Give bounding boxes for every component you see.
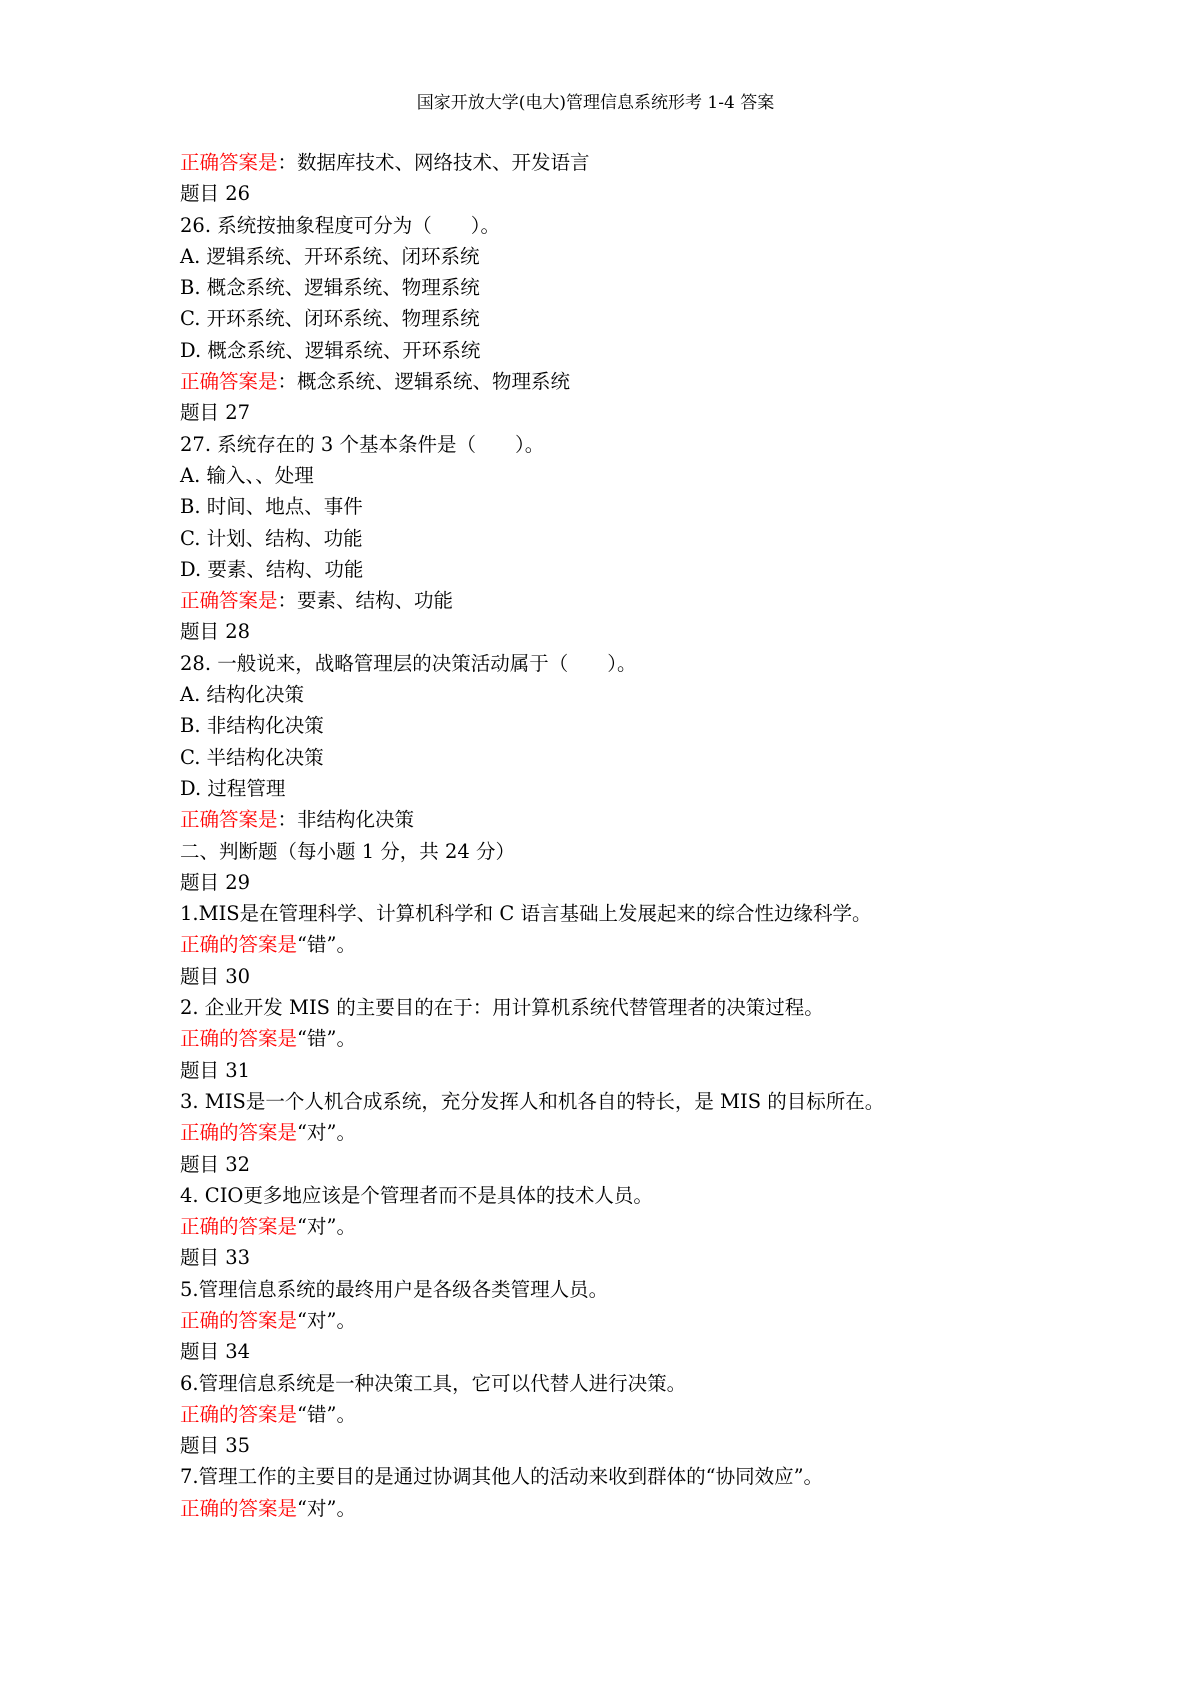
text-line: B. 时间、地点、事件: [180, 495, 363, 519]
answer-label: 正确答案是: [180, 589, 278, 613]
answer-text: “对”。: [297, 1215, 356, 1239]
text-line: B. 非结构化决策: [180, 714, 324, 738]
text-line: 题目 35: [180, 1434, 251, 1458]
answer-line: [180, 366, 1140, 397]
answer-text: “错”。: [297, 933, 356, 957]
answer-line: [180, 929, 1140, 960]
text-line: 27. 系统存在的 3 个基本条件是（ ）。: [180, 432, 545, 456]
answer-text: “对”。: [297, 1308, 356, 1332]
answer-text: ：概念系统、逻辑系统、物理系统: [277, 370, 571, 394]
answer-label: 正确答案是: [180, 370, 278, 394]
text-line: 28. 一般说来，战略管理层的决策活动属于（ ）。: [180, 651, 637, 675]
text-line: 26. 系统按抽象程度可分为（ ）。: [180, 213, 500, 237]
answer-text: “对”。: [297, 1496, 356, 1520]
answer-label: 正确的答案是: [180, 1496, 298, 1520]
text-line: C. 半结构化决策: [180, 745, 324, 769]
answer-line: [180, 804, 1140, 835]
answer-line: [180, 1023, 1140, 1054]
text-line: 题目 32: [180, 1152, 251, 1176]
text-line: A. 结构化决策: [180, 683, 304, 707]
answer-text: ：非结构化决策: [277, 808, 415, 832]
answer-text: “错”。: [297, 1402, 356, 1426]
answer-label: 正确的答案是: [180, 1215, 298, 1239]
answer-label: 正确的答案是: [180, 1027, 298, 1051]
answer-text: ：要素、结构、功能: [277, 589, 454, 613]
document-body: [180, 147, 1140, 1524]
answer-line: [180, 1211, 1140, 1242]
answer-text: ：数据库技术、网络技术、开发语言: [277, 151, 590, 174]
answer-label: 正确答案是: [180, 151, 278, 174]
text-line: 5.管理信息系统的最终用户是各级各类管理人员。: [180, 1277, 609, 1301]
text-line: 题目 29: [180, 870, 251, 894]
text-line: 题目 26: [180, 182, 251, 206]
text-line: 题目 31: [180, 1058, 251, 1082]
answer-line: [180, 1493, 1140, 1524]
text-line: 题目 27: [180, 401, 251, 425]
answer-line: [180, 585, 1140, 616]
answer-line: [180, 1305, 1140, 1336]
text-line: 1.MIS是在管理科学、计算机科学和 C 语言基础上发展起来的综合性边缘科学。: [180, 902, 872, 926]
text-line: 4. CIO更多地应该是个管理者而不是具体的技术人员。: [180, 1183, 653, 1207]
text-line: D. 过程管理: [180, 776, 286, 800]
answer-line: [180, 1399, 1140, 1430]
answer-label: 正确的答案是: [180, 1402, 298, 1426]
text-line: A. 输入、、处理: [180, 463, 314, 487]
answer-text: “对”。: [297, 1121, 356, 1145]
text-line: C. 开环系统、闭环系统、物理系统: [180, 307, 480, 331]
answer-line: [180, 1117, 1140, 1148]
answer-label: 正确的答案是: [180, 933, 298, 957]
answer-label: 正确的答案是: [180, 1121, 298, 1145]
text-line: D. 要素、结构、功能: [180, 557, 364, 581]
text-line: 二、判断题（每小题 1 分，共 24 分）: [180, 839, 516, 863]
text-line: 题目 30: [180, 964, 251, 988]
page-header-title: 国家开放大学(电大)管理信息系统形考 1-4 答案: [416, 93, 775, 113]
answer-label: 正确答案是: [180, 808, 278, 832]
text-line: A. 逻辑系统、开环系统、闭环系统: [180, 244, 480, 268]
text-line: 题目 28: [180, 620, 251, 644]
text-line: C. 计划、结构、功能: [180, 526, 363, 550]
text-line: 3. MIS是一个人机合成系统，充分发挥人和机各自的特长，是 MIS 的目标所在。: [180, 1089, 885, 1113]
text-line: 2. 企业开发 MIS 的主要目的在于：用计算机系统代替管理者的决策过程。: [180, 996, 824, 1020]
answer-text: “错”。: [297, 1027, 356, 1051]
text-line: 题目 34: [180, 1340, 251, 1364]
answer-line: [180, 147, 1140, 178]
text-line: D. 概念系统、逻辑系统、开环系统: [180, 338, 481, 362]
text-line: 6.管理信息系统是一种决策工具，它可以代替人进行决策。: [180, 1371, 687, 1395]
text-line: 题目 33: [180, 1246, 251, 1270]
answer-label: 正确的答案是: [180, 1308, 298, 1332]
text-line: B. 概念系统、逻辑系统、物理系统: [180, 276, 480, 300]
text-line: 7.管理工作的主要目的是通过协调其他人的活动来收到群体的“协同效应”。: [180, 1465, 824, 1489]
